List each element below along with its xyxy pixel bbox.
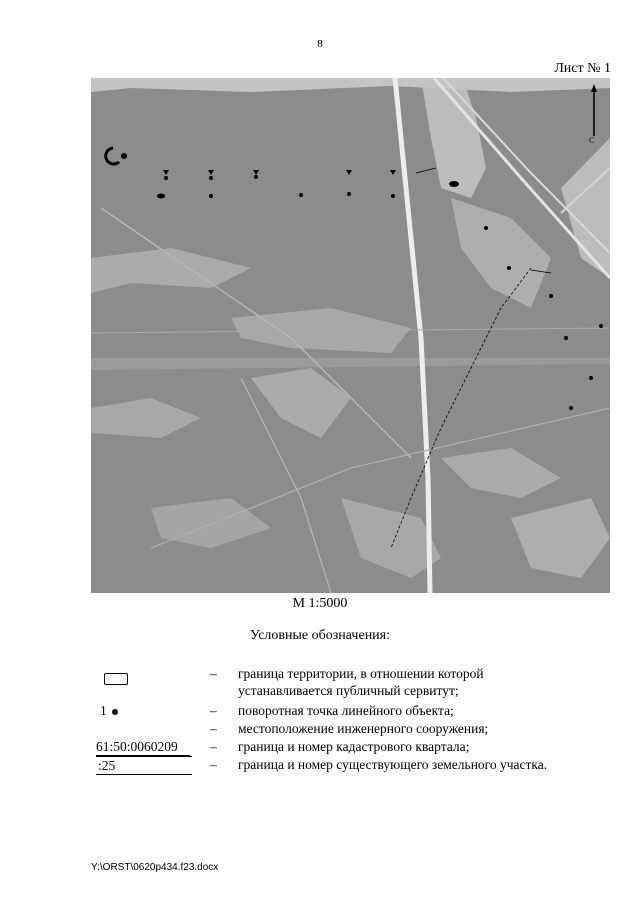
legend-text: граница и номер существующего земельного участка. — [238, 757, 548, 772]
map-scale: М 1:5000 — [292, 596, 348, 611]
legend-dash: – — [210, 703, 217, 718]
legend-dash: – — [210, 739, 217, 754]
page-number: 8 — [317, 38, 323, 50]
north-label: С — [589, 136, 595, 145]
legend-dash: – — [210, 757, 217, 772]
legend-item — [96, 665, 616, 701]
land-parcel-number: :25 — [96, 756, 192, 775]
map-image — [91, 78, 610, 593]
legend — [96, 665, 616, 774]
legend-text: местоположение инженерного сооружения; — [238, 721, 489, 736]
turning-point-symbol-icon — [96, 702, 192, 719]
legend-text: граница территории, в отношении которой устанавливается публичный сервитут; — [238, 666, 484, 698]
cadastral-quarter-symbol — [96, 738, 192, 755]
legend-text: поворотная точка линейного объекта; — [238, 703, 454, 718]
legend-item — [96, 738, 616, 755]
file-path: Y:\ORST\0620p434.f23.docx — [91, 862, 219, 873]
legend-item — [96, 756, 616, 773]
legend-text: граница и номер кадастрового квартала; — [238, 739, 470, 754]
legend-dash: – — [210, 666, 217, 681]
point-symbol-label: 1 — [100, 703, 107, 718]
legend-title: Условные обозначения: — [249, 628, 391, 643]
engineering-structure-symbol — [96, 720, 192, 737]
legend-item — [96, 720, 616, 737]
cadastral-quarter-number: 61:50:0060209 — [96, 738, 190, 756]
legend-dash: – — [210, 721, 217, 736]
sheet-label: Лист № 1 — [554, 61, 611, 76]
land-parcel-symbol — [96, 756, 192, 773]
boundary-symbol-icon — [96, 665, 192, 682]
legend-item — [96, 702, 616, 719]
